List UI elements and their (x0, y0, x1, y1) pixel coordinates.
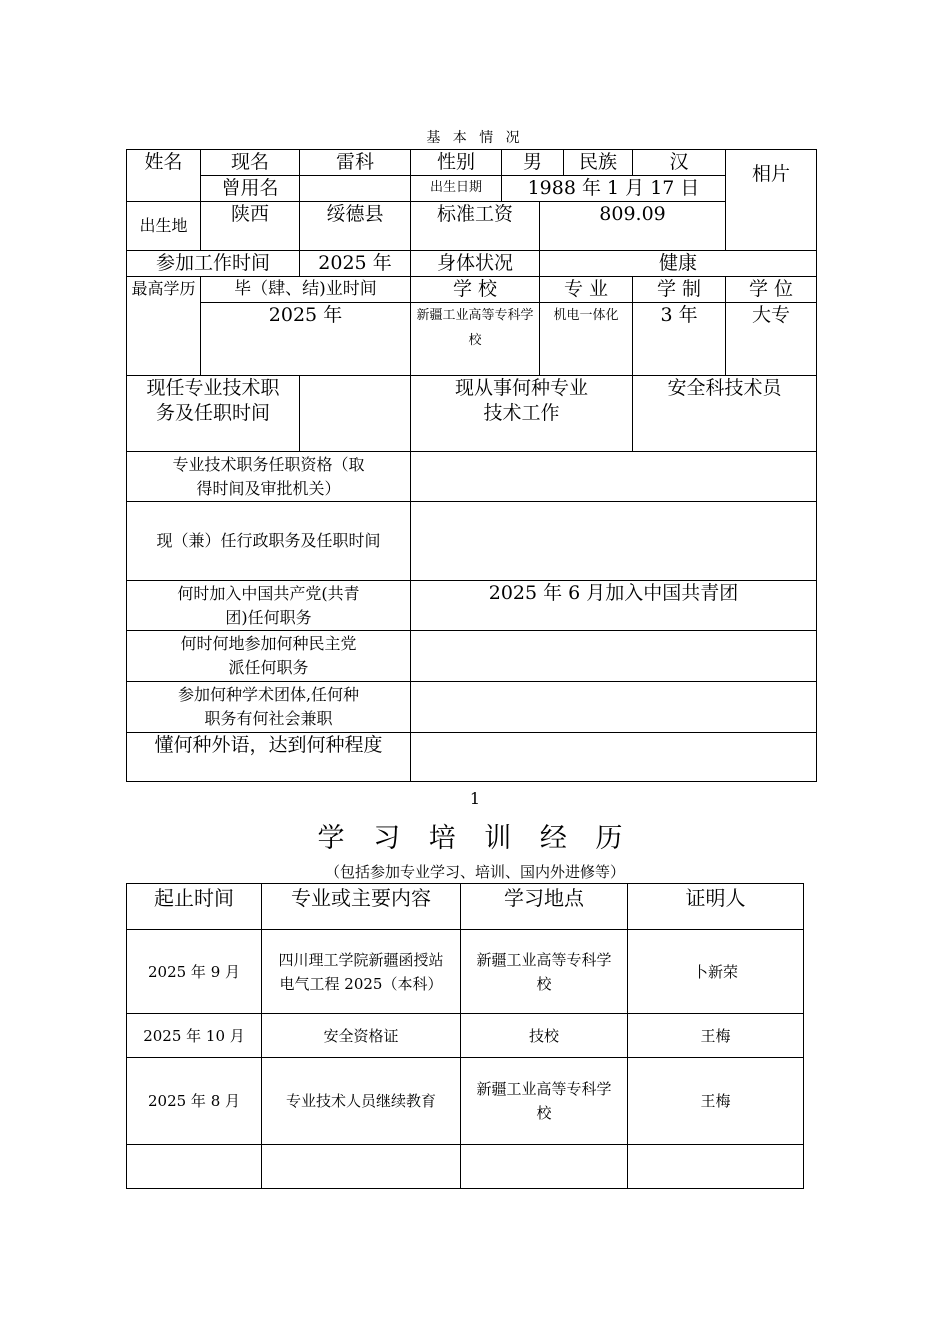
qualification-label: 专业技术职务任职资格（取得时间及审批机关） (127, 452, 411, 502)
length-value[interactable]: 3 年 (633, 303, 726, 376)
former-name-label: 曾用名 (201, 176, 300, 202)
length-label: 学 制 (633, 277, 726, 303)
cell-witness[interactable]: 卜新荣 (628, 930, 804, 1014)
major-label: 专 业 (540, 277, 633, 303)
cell-content[interactable]: 专业技术人员继续教育 (262, 1058, 461, 1145)
col-header-witness: 证明人 (628, 884, 804, 930)
cell-witness[interactable]: 王梅 (628, 1058, 804, 1145)
basic-info-caption: 基 本 情 况 (426, 130, 524, 146)
salary-label: 标准工资 (411, 202, 540, 251)
party-value[interactable]: 2025 年 6 月加入中国共青团 (411, 581, 817, 631)
work-start-label: 参加工作时间 (127, 251, 300, 277)
gender-value[interactable]: 男 (502, 150, 564, 176)
academic-value[interactable] (411, 682, 817, 733)
cell-witness[interactable]: 王梅 (628, 1014, 804, 1058)
birth-date-label: 出生日期 (411, 176, 502, 202)
school-value[interactable]: 新疆工业高等专科学校 (411, 303, 540, 376)
cell-location[interactable] (461, 1145, 628, 1189)
birthplace-label: 出生地 (127, 202, 201, 251)
party-label: 何时加入中国共产党(共青团)任何职务 (127, 581, 411, 631)
ethnicity-label: 民族 (564, 150, 633, 176)
table-row (127, 1014, 804, 1058)
name-label: 姓名 (127, 150, 201, 202)
current-title-label: 现任专业技术职务及任职时间 (127, 376, 300, 452)
admin-position-value[interactable] (411, 502, 817, 581)
democratic-party-label: 何时何地参加何种民主党派任何职务 (127, 631, 411, 682)
table-row (127, 1145, 804, 1189)
health-label: 身体状况 (411, 251, 540, 277)
basic-info-table (126, 149, 817, 782)
work-start-value[interactable]: 2025 年 (300, 251, 411, 277)
current-name-value[interactable]: 雷科 (300, 150, 411, 176)
cell-content[interactable]: 安全资格证 (262, 1014, 461, 1058)
cell-content[interactable] (262, 1145, 461, 1189)
cell-period[interactable] (127, 1145, 262, 1189)
training-title: 学 习 培 训 经 历 (317, 823, 633, 854)
democratic-party-value[interactable] (411, 631, 817, 682)
cell-period[interactable]: 2025 年 8 月 (127, 1058, 262, 1145)
major-value[interactable]: 机电一体化 (540, 303, 633, 376)
current-name-label: 现名 (201, 150, 300, 176)
degree-value[interactable]: 大专 (726, 303, 817, 376)
education-label: 最高学历 (127, 277, 201, 376)
cell-location[interactable]: 技校 (461, 1014, 628, 1058)
cell-period[interactable]: 2025 年 10 月 (127, 1014, 262, 1058)
cell-witness[interactable] (628, 1145, 804, 1189)
page-number: 1 (469, 789, 481, 808)
col-header-location: 学习地点 (461, 884, 628, 930)
table-row (127, 930, 804, 1014)
school-label: 学 校 (411, 277, 540, 303)
photo-box[interactable]: 相片 (726, 150, 817, 251)
birth-date-value[interactable]: 1988 年 1 月 17 日 (502, 176, 726, 202)
training-table (126, 883, 804, 1189)
ethnicity-value[interactable]: 汉 (633, 150, 726, 176)
current-title-value[interactable] (300, 376, 411, 452)
health-value[interactable]: 健康 (540, 251, 817, 277)
grad-time-label: 毕（肆、结)业时间 (201, 277, 411, 303)
grad-time-value[interactable]: 2025 年 (201, 303, 411, 376)
degree-label: 学 位 (726, 277, 817, 303)
former-name-value[interactable] (300, 176, 411, 202)
gender-label: 性别 (411, 150, 502, 176)
admin-position-label: 现（兼）任行政职务及任职时间 (127, 502, 411, 581)
qualification-value[interactable] (411, 452, 817, 502)
cell-period[interactable]: 2025 年 9 月 (127, 930, 262, 1014)
col-header-period: 起止时间 (127, 884, 262, 930)
cell-location[interactable]: 新疆工业高等专科学校 (461, 930, 628, 1014)
training-subtitle: （包括参加专业学习、培训、国内外进修等） (324, 863, 625, 881)
col-header-content: 专业或主要内容 (262, 884, 461, 930)
birth-province-value[interactable]: 陕西 (201, 202, 300, 251)
language-value[interactable] (411, 733, 817, 782)
table-row (127, 1058, 804, 1145)
current-work-value[interactable]: 安全科技术员 (633, 376, 817, 452)
birth-county-value[interactable]: 绥德县 (300, 202, 411, 251)
salary-value[interactable]: 809.09 (540, 202, 726, 251)
current-work-label: 现从事何种专业技术工作 (411, 376, 633, 452)
academic-label: 参加何种学术团体,任何种职务有何社会兼职 (127, 682, 411, 733)
cell-content[interactable]: 四川理工学院新疆函授站电气工程 2025（本科） (262, 930, 461, 1014)
cell-location[interactable]: 新疆工业高等专科学校 (461, 1058, 628, 1145)
language-label: 懂何种外语，达到何种程度 (127, 733, 411, 782)
